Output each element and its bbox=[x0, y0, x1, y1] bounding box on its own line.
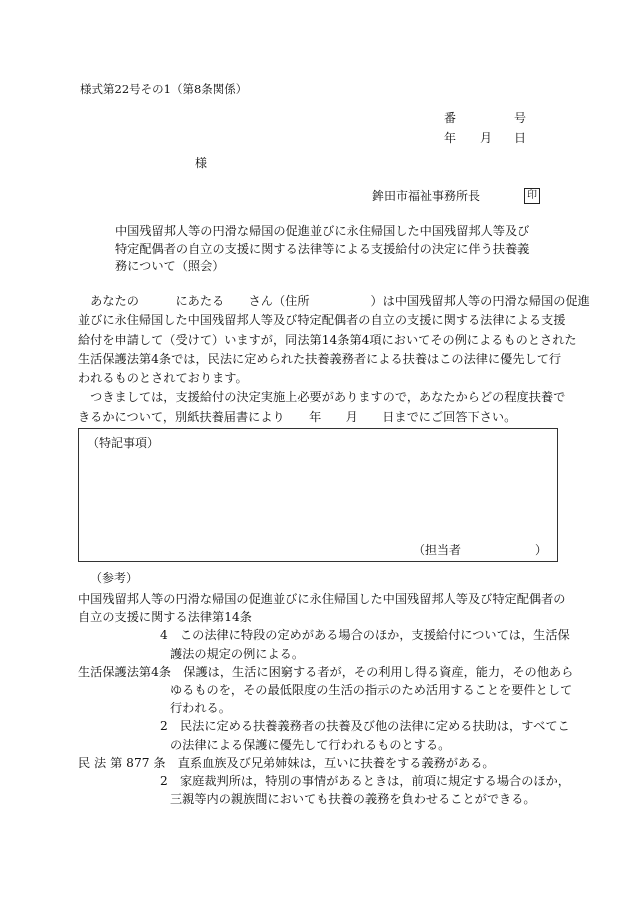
ref-line: 生活保護法第4条 保護は，生活に困窮する者が，その利用し得る資産，能力，その他あら bbox=[78, 664, 574, 679]
body-line: つきましては，支援給付の決定実施上必要がありますので，あなたからどの程度扶養で bbox=[78, 390, 566, 405]
person-in-charge-label: （担当者 bbox=[413, 543, 462, 557]
addressee-suffix: 様 bbox=[195, 156, 208, 170]
title-line: 中国残留邦人等の円滑な帰国の促進並びに永住帰国した中国残留邦人等及び bbox=[115, 224, 530, 238]
document-title bbox=[115, 223, 545, 276]
body-line: われるものとされております。 bbox=[78, 371, 248, 386]
ref-line: 三親等内の親族間においても扶養の義務を負わせることができる。 bbox=[170, 792, 536, 807]
number-label: 番 bbox=[444, 111, 457, 125]
day-label: 日 bbox=[514, 131, 527, 145]
person-in-charge-close: ） bbox=[535, 543, 548, 557]
title-line: 特定配偶者の自立の支援に関する法律等による支援給付の決定に伴う扶養義 bbox=[115, 241, 530, 256]
body-line: 給付を申請して（受けて）いますが，同法第14条第4項においてその例によるものとされた bbox=[78, 332, 577, 347]
issuer-name: 鉾田市福祉事務所長 bbox=[372, 189, 481, 203]
ref-line: 行われる。 bbox=[170, 701, 231, 716]
body-line: あなたの にあたる さん（住所 ）は中国残留邦人等の円滑な帰国の促進 bbox=[78, 294, 590, 308]
body-line: 生活保護法第4条では，民法に定められた扶養義務者による扶養はこの法律に優先して行 bbox=[78, 351, 562, 366]
ref-line: 4 この法律に特段の定めがある場合のほか，支援給付については，生活保 bbox=[160, 628, 570, 643]
body-text bbox=[78, 292, 590, 427]
ref-line: 自立の支援に関する法律第14条 bbox=[78, 610, 252, 625]
ref-line: 中国残留邦人等の円滑な帰国の促進並びに永住帰国した中国残留邦人等及び特定配偶者の bbox=[78, 592, 566, 606]
seal-stamp: 印 bbox=[524, 188, 540, 204]
ref-line: ゆるものを，その最低限度の生活の指示のため活用することを要件として bbox=[170, 683, 573, 698]
ref-line: 2 民法に定める扶養義務者の扶養及び他の法律に定める扶助は，すべてこ bbox=[160, 719, 570, 734]
special-notes-title: （特記事項） bbox=[87, 436, 160, 450]
number-suffix: 号 bbox=[514, 111, 527, 125]
body-line: きるかについて，別紙扶養届書により 年 月 日までにご回答下さい。 bbox=[78, 409, 517, 424]
year-label: 年 bbox=[444, 131, 457, 145]
ref-line: の法律による保護に優先して行われるものとする。 bbox=[170, 737, 451, 752]
title-line: 務について（照会） bbox=[115, 259, 225, 273]
month-label: 月 bbox=[480, 131, 493, 145]
form-number-label: 様式第22号その1（第8条関係） bbox=[80, 82, 248, 96]
body-line: 並びに永住帰国した中国残留邦人等及び特定配偶者の自立の支援に関する法律による支援 bbox=[78, 313, 566, 328]
reference-section bbox=[78, 590, 574, 808]
ref-line: 民 法 第 877 条 直系血族及び兄弟姉妹は，互いに扶養をする義務がある。 bbox=[78, 755, 495, 770]
ref-line: 2 家庭裁判所は，特別の事情があるときは，前項に規定する場合のほか， bbox=[160, 774, 570, 789]
special-notes-box[interactable] bbox=[78, 428, 558, 562]
ref-line: 護法の規定の例による。 bbox=[170, 646, 305, 661]
reference-title: （参考） bbox=[90, 571, 139, 585]
